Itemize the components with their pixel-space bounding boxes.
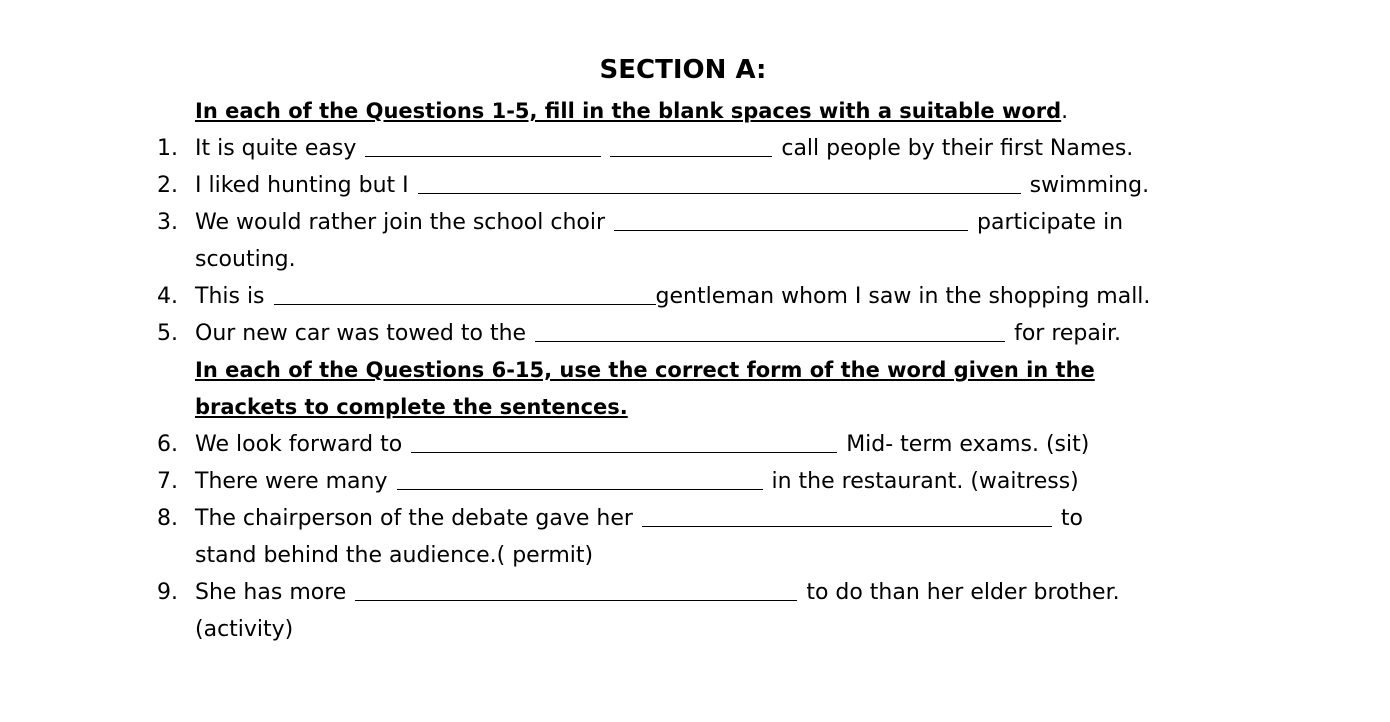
question-8-text-after: to — [1060, 506, 1083, 531]
question-number-9: 9. — [157, 580, 178, 605]
question-6-text-after: Mid- term exams. (sit) — [846, 432, 1090, 457]
question-3-text-after: participate in — [977, 210, 1124, 235]
question-6-blank[interactable] — [411, 428, 837, 453]
instruction-text: brackets to complete the sentences. — [195, 395, 628, 419]
question-1 — [195, 130, 1133, 167]
question-8-text-before: The chairperson of the debate gave her — [195, 506, 633, 531]
question-7-text-after: in the restaurant. (waitress) — [771, 469, 1079, 494]
instruction-text: In each of the Questions 1-5, fill in the blank spaces with a suitable word — [195, 99, 1062, 123]
question-6-text-before: We look forward to — [195, 432, 403, 457]
instruction-questions-6-15-line-2 — [195, 389, 628, 426]
question-2-text-after: swimming. — [1029, 173, 1150, 198]
question-1-text-after: call people by their first Names. — [781, 136, 1134, 161]
question-3-blank[interactable] — [614, 206, 968, 231]
question-9-text-after: to do than her elder brother. — [806, 580, 1120, 605]
question-4-text-before: This is — [195, 284, 265, 309]
question-3 — [195, 204, 1123, 241]
instruction-period: . — [1061, 99, 1069, 124]
question-4-text-after: gentleman whom I saw in the shopping mall. — [655, 284, 1151, 309]
question-7-text-before: There were many — [195, 469, 388, 494]
question-8 — [195, 500, 1083, 537]
question-number-6: 6. — [157, 432, 178, 457]
question-number-4: 4. — [157, 284, 178, 309]
question-2-blank[interactable] — [418, 169, 1021, 194]
question-9-text-before: She has more — [195, 580, 347, 605]
question-4-blank[interactable] — [274, 280, 656, 305]
instruction-questions-1-5 — [195, 93, 1068, 130]
question-number-3: 3. — [157, 210, 178, 235]
question-9-continuation: (activity) — [195, 617, 294, 642]
question-5-blank[interactable] — [535, 317, 1005, 342]
question-5 — [195, 315, 1121, 352]
question-8-continuation: stand behind the audience.( permit) — [195, 543, 594, 568]
question-number-2: 2. — [157, 173, 178, 198]
question-9-blank[interactable] — [355, 576, 797, 601]
question-6 — [195, 426, 1089, 463]
question-3-text-before: We would rather join the school choir — [195, 210, 606, 235]
question-number-7: 7. — [157, 469, 178, 494]
question-9 — [195, 574, 1120, 611]
question-3-continuation: scouting. — [195, 247, 296, 272]
instruction-questions-6-15-line-1 — [195, 352, 1095, 389]
question-1-blank-b[interactable] — [610, 132, 772, 157]
question-number-5: 5. — [157, 321, 178, 346]
question-number-1: 1. — [157, 136, 178, 161]
question-5-text-before: Our new car was towed to the — [195, 321, 527, 346]
question-4 — [195, 278, 1150, 315]
question-2 — [195, 167, 1149, 204]
question-1-text-before: It is quite easy — [195, 136, 357, 161]
section-title: SECTION A: — [599, 55, 767, 85]
question-8-blank[interactable] — [642, 502, 1052, 527]
question-7 — [195, 463, 1079, 500]
instruction-text: In each of the Questions 6-15, use the correct form of the word given in the — [195, 358, 1095, 382]
question-7-blank[interactable] — [397, 465, 763, 490]
question-5-text-after: for repair. — [1014, 321, 1121, 346]
question-number-8: 8. — [157, 506, 178, 531]
question-2-text-before: I liked hunting but I — [195, 173, 409, 198]
question-1-blank-a[interactable] — [365, 132, 601, 157]
